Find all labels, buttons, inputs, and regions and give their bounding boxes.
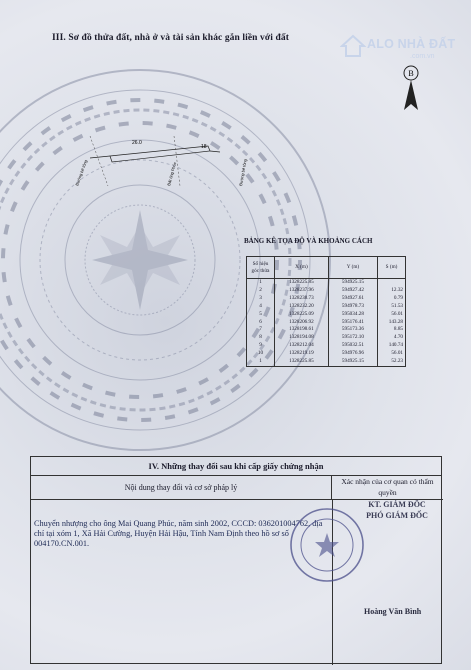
x-value: 1328225.09 bbox=[275, 311, 329, 319]
y-value: 595172.10 bbox=[328, 334, 377, 342]
x-value: 1328232.20 bbox=[275, 303, 329, 311]
coords-row bbox=[247, 319, 406, 327]
x-value: 1328206.92 bbox=[275, 319, 329, 327]
signer-title-line-1: KT. GIÁM ĐỐC bbox=[368, 500, 426, 509]
coords-header-row bbox=[247, 257, 406, 279]
y-value: 595034.28 bbox=[328, 311, 377, 319]
coords-row bbox=[247, 295, 406, 303]
coords-row bbox=[247, 334, 406, 342]
distance-value: 140.74 bbox=[378, 342, 406, 350]
coords-row bbox=[247, 326, 406, 334]
y-value: 595032.51 bbox=[328, 342, 377, 350]
x-value: 1328225.85 bbox=[275, 358, 329, 366]
distance-value: 12.32 bbox=[378, 287, 406, 295]
x-value: 1328212.04 bbox=[275, 342, 329, 350]
x-value: 1328237.96 bbox=[275, 287, 329, 295]
signer-title-line-2: PHÓ GIÁM ĐỐC bbox=[366, 511, 428, 520]
corner-id: 1 bbox=[247, 279, 275, 287]
header-corner: Số hiệu góc thửa bbox=[247, 257, 275, 279]
changes-col-right: Xác nhận của cơ quan có thẩm quyền bbox=[332, 476, 443, 500]
house-logo-icon bbox=[340, 34, 366, 58]
y-value: 594927.42 bbox=[328, 287, 377, 295]
coords-row bbox=[247, 303, 406, 311]
distance-value: 51.53 bbox=[378, 303, 406, 311]
distance-value: 52.23 bbox=[378, 358, 406, 366]
changes-section bbox=[30, 456, 442, 664]
distance-value: 56.01 bbox=[378, 311, 406, 319]
header-x: X (m) bbox=[275, 257, 329, 279]
x-value: 1328225.85 bbox=[275, 279, 329, 287]
corner-id: 4 bbox=[247, 303, 275, 311]
corner-id: 1 bbox=[247, 358, 275, 366]
corner-id: 7 bbox=[247, 326, 275, 334]
y-value: 595173.36 bbox=[328, 326, 377, 334]
road-right-label: Đường bê tông bbox=[238, 158, 248, 187]
coords-row bbox=[247, 311, 406, 319]
changes-title: IV. Những thay đổi sau khi cấp giấy chứng nhận bbox=[31, 457, 441, 476]
corner-id: 5 bbox=[247, 311, 275, 319]
y-value: 595176.41 bbox=[328, 319, 377, 327]
distance-value: 8.85 bbox=[378, 326, 406, 334]
y-value: 594978.73 bbox=[328, 303, 377, 311]
signer-name: Hoàng Văn Bình bbox=[364, 607, 422, 616]
header-s: S (m) bbox=[378, 257, 406, 279]
distance-value: 4.70 bbox=[378, 334, 406, 342]
corner-id: 3 bbox=[247, 295, 275, 303]
coords-table-title: BẢNG KÊ TỌA ĐỘ VÀ KHOẢNG CÁCH bbox=[244, 237, 373, 245]
watermark-subtext: .com.vn bbox=[410, 53, 435, 60]
corner-id: 10 bbox=[247, 350, 275, 358]
corner-id: 6 bbox=[247, 319, 275, 327]
parcel-owner-label: Đất ông Phúc bbox=[166, 161, 178, 187]
distance-value bbox=[378, 279, 406, 287]
plot-length-label: 26.0 bbox=[132, 140, 142, 146]
coords-row bbox=[247, 279, 406, 287]
x-value: 1328198.61 bbox=[275, 326, 329, 334]
coords-table bbox=[246, 256, 406, 367]
changes-col-left: Nội dung thay đổi và cơ sở pháp lý bbox=[31, 476, 332, 500]
header-y: Y (m) bbox=[328, 257, 377, 279]
coords-row bbox=[247, 350, 406, 358]
distance-value: 56.01 bbox=[378, 350, 406, 358]
coords-row bbox=[247, 287, 406, 295]
x-value: 1328194.08 bbox=[275, 334, 329, 342]
road-left-label: Đường bê tông bbox=[74, 159, 89, 187]
x-value: 1328238.73 bbox=[275, 295, 329, 303]
north-arrow-icon bbox=[398, 60, 424, 112]
distance-value: 0.79 bbox=[378, 295, 406, 303]
corner-id: 9 bbox=[247, 342, 275, 350]
watermark-text: ALO NHÀ ĐẤT bbox=[367, 37, 456, 51]
y-value: 594927.61 bbox=[328, 295, 377, 303]
section-title: III. Sơ đồ thửa đất, nhà ở và tài sản khác gắn liền với đất bbox=[52, 33, 289, 43]
distance-value: 143.28 bbox=[378, 319, 406, 327]
corner-id: 2 bbox=[247, 287, 275, 295]
coords-row bbox=[247, 358, 406, 366]
parcel-sketch bbox=[70, 126, 260, 196]
coords-row bbox=[247, 342, 406, 350]
signer-title bbox=[354, 499, 440, 521]
y-value: 594925.15 bbox=[328, 358, 377, 366]
y-value: 594976.96 bbox=[328, 350, 377, 358]
corner-id: 8 bbox=[247, 334, 275, 342]
change-content: Chuyển nhượng cho ông Mai Quang Phúc, năm sinh 2002, CCCD: 036201004762, địa chỉ tại xóm 1, Xã Hải Cường, Huyện Hải Hậu, Tỉnh Nam Định theo hồ sơ số 004170.CN.001. bbox=[34, 519, 323, 548]
north-label: B bbox=[408, 69, 414, 78]
x-value: 1328219.19 bbox=[275, 350, 329, 358]
y-value: 594925.15 bbox=[328, 279, 377, 287]
plot-edge-label: 18 bbox=[201, 144, 207, 150]
